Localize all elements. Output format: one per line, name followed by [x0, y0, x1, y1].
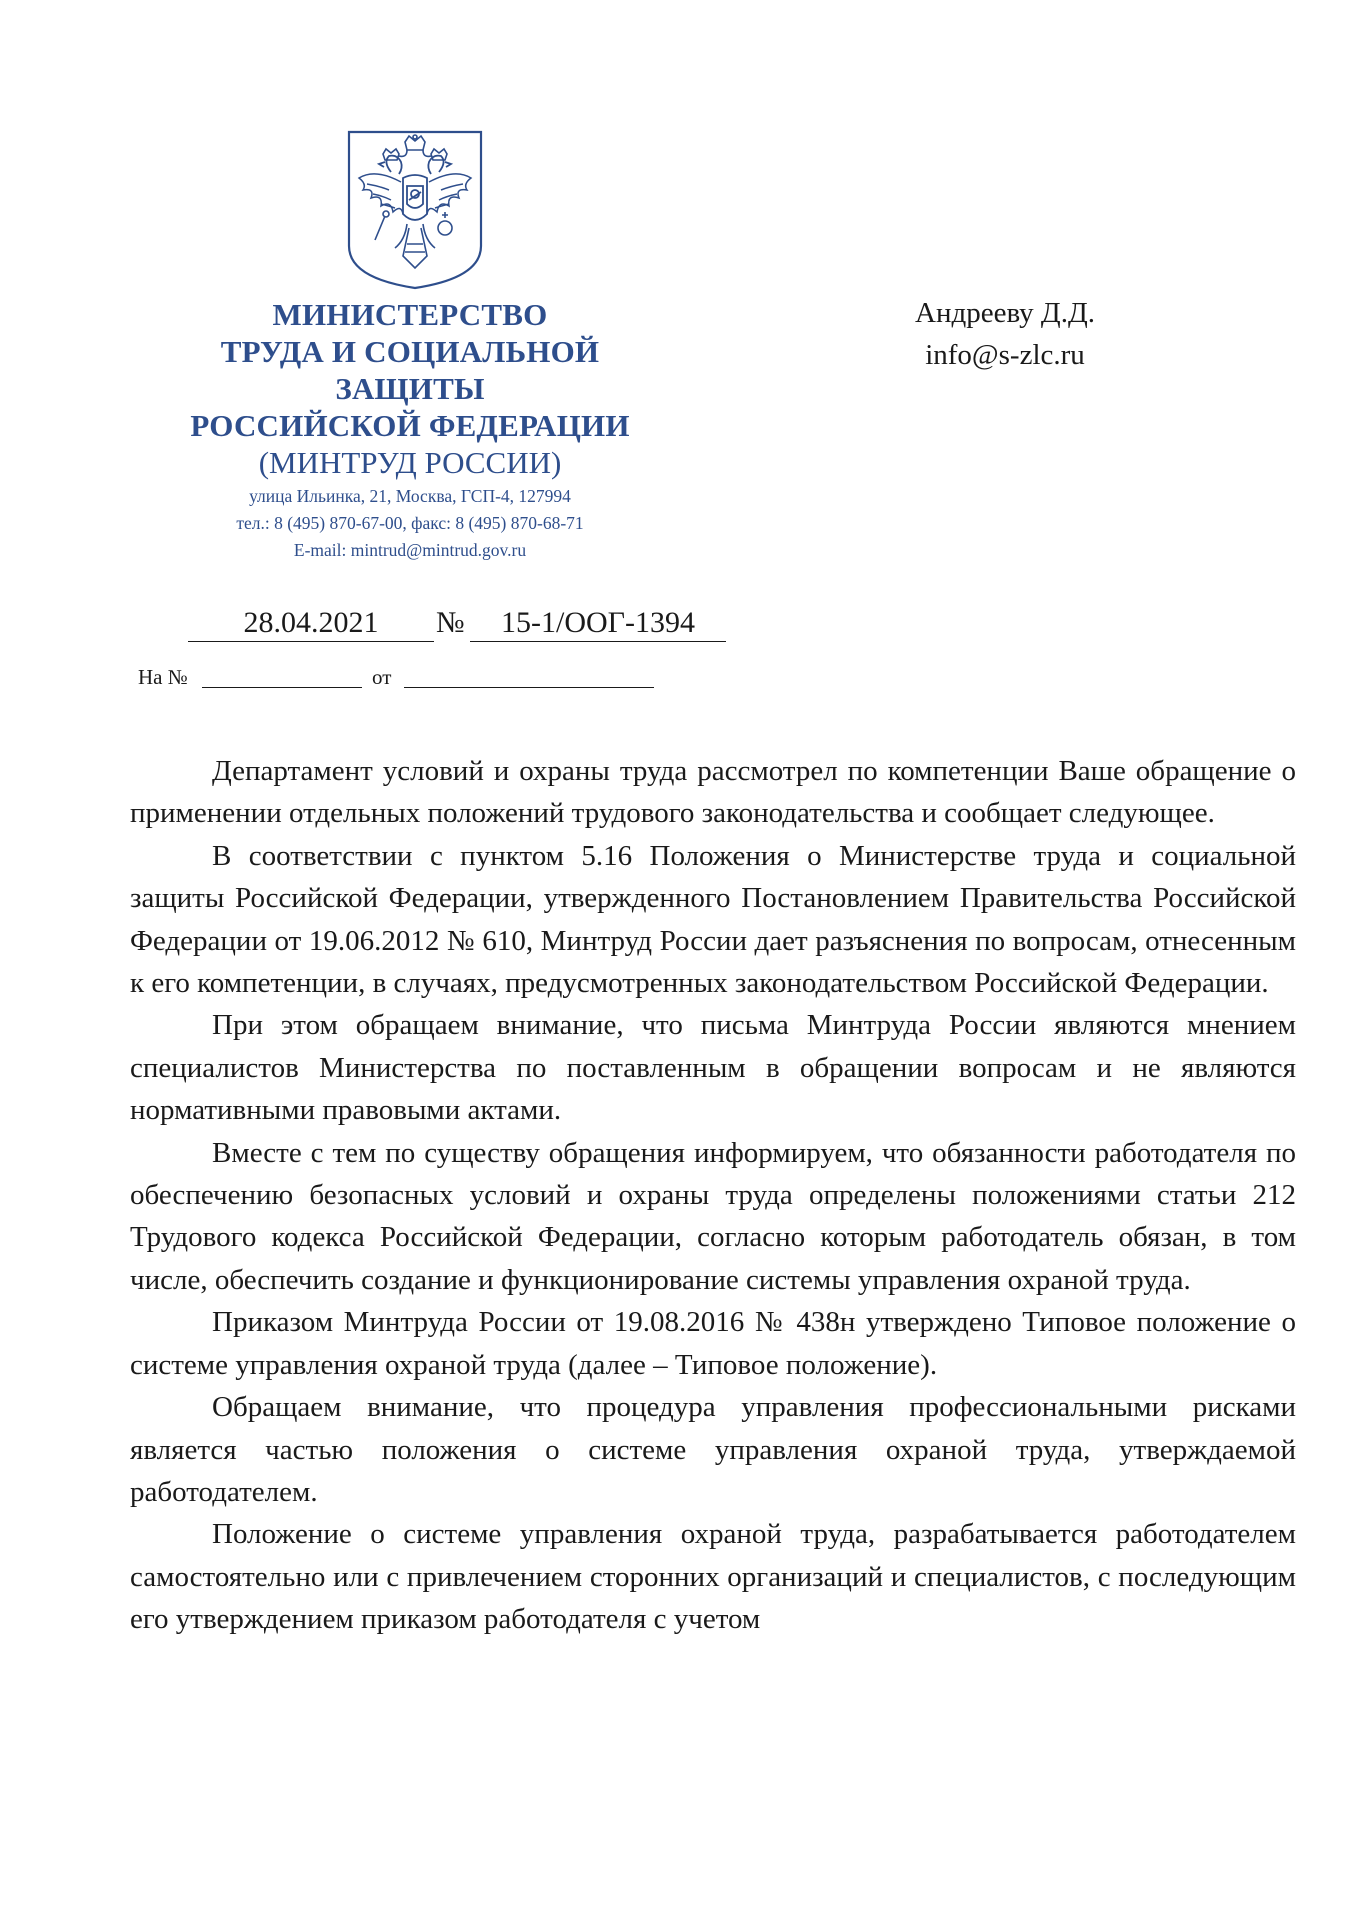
letter-date: 28.04.2021 [188, 605, 434, 642]
ministry-short-name: (МИНТРУД РОССИИ) [258, 445, 562, 480]
body-paragraph: Обращаем внимание, что процедура управления профессиональными рисками является частью положения о системе управления охраной труда, утверждаемой работодателем. [130, 1391, 1296, 1508]
body-paragraph: Вместе с тем по существу обращения информируем, что обязанности работодателя по обеспечению безопасных условий и охраны труда определены положениями статьи 212 Трудового кодекса Российской Федерации, согласно которым работодатель обязан, в том числе, обеспечить создание и функционирование системы управления охраной труда. [130, 1136, 1296, 1296]
number-sign: № [436, 606, 465, 639]
addressee-block [855, 292, 1155, 376]
letter-number: 15-1/ООГ-1394 [470, 605, 726, 642]
reference-date-blank [404, 687, 654, 688]
ministry-phones: тел.: 8 (495) 870-67-00, факс: 8 (495) 870-68-71 [236, 513, 584, 533]
ministry-name-line: ТРУДА И СОЦИАЛЬНОЙ [220, 334, 600, 369]
reference-line [138, 663, 678, 695]
body-paragraph: Положение о системе управления охраной труда, разрабатывается работодателем самостоятельно или с привлечением сторонних организаций и специалистов, с последующим его утверждением приказом работодателя с учетом [130, 1518, 1296, 1636]
ministry-name-line: МИНИСТЕРСТВО [272, 297, 548, 332]
reference-from-label: от [372, 665, 392, 689]
letter-body [130, 750, 1296, 1641]
ministry-name-line: ЗАЩИТЫ [335, 371, 485, 406]
body-paragraph: Приказом Минтруда России от 19.08.2016 № 438н утверждено Типовое положение о системе управления охраной труда (далее – Типовое положение). [130, 1306, 1296, 1381]
addressee-email: info@s-zlc.ru [925, 339, 1085, 371]
body-paragraph: Департамент условий и охраны труда рассмотрел по компетенции Ваше обращение о применении отдельных положений трудового законодательства и сообщает следующее. [130, 755, 1296, 830]
ministry-email: E-mail: mintrud@mintrud.gov.ru [293, 540, 527, 560]
addressee-name: Андрееву Д.Д. [915, 297, 1095, 329]
russian-coat-of-arms-icon [345, 128, 485, 291]
ministry-name-line: РОССИЙСКОЙ ФЕДЕРАЦИИ [190, 408, 630, 443]
reference-number-label: На № [138, 665, 188, 689]
body-paragraph: При этом обращаем внимание, что письма Минтруда России являются мнением специалистов Министерства по поставленным в обращении вопросам и не являются нормативными правовыми актами. [130, 1009, 1296, 1127]
registration-line [188, 605, 728, 645]
reference-number-blank [202, 687, 362, 688]
body-paragraph: В соответствии с пунктом 5.16 Положения о Министерстве труда и социальной защиты Российской Федерации, утвержденного Постановлением Правительства Российской Федерации от 19.06.2012 № 610, Минтруд России дает разъяснения по вопросам, отнесенным к его компетенции, в случаях, предусмотренных законодательством Российской Федерации. [130, 839, 1296, 1000]
ministry-address: улица Ильинка, 21, Москва, ГСП-4, 127994 [249, 486, 571, 506]
ministry-letterhead [150, 296, 670, 562]
